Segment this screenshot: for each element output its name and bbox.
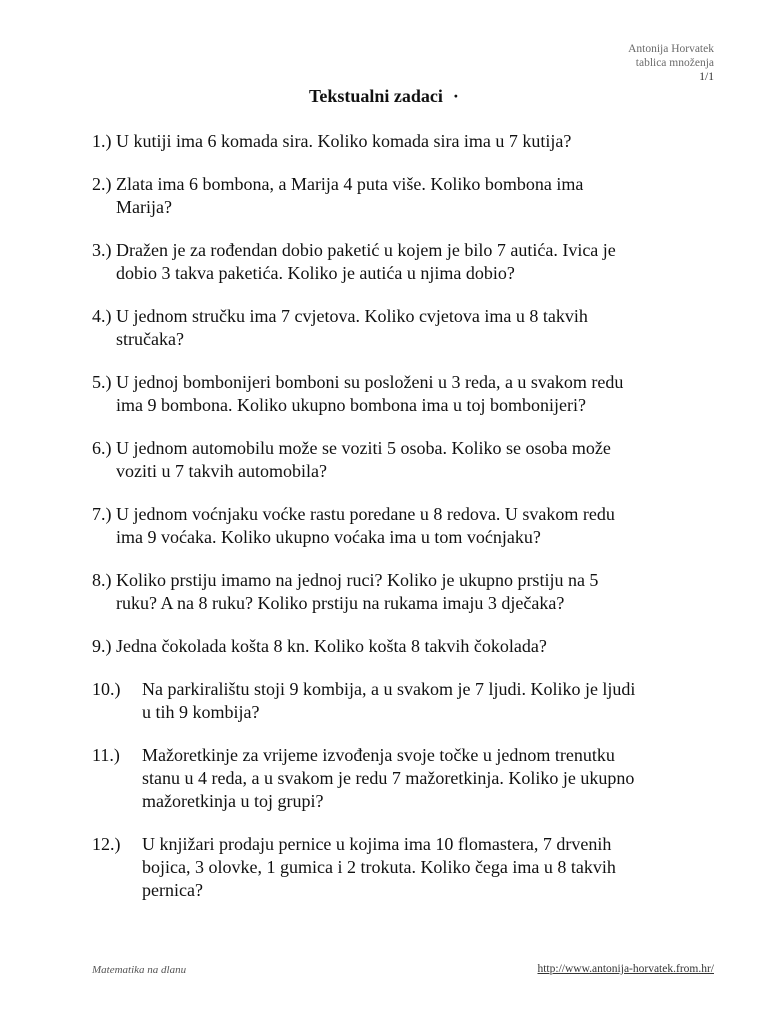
problem-5 bbox=[92, 371, 722, 417]
problem-line: Koliko prstiju imamo na jednoj ruci? Koliko je ukupno prstiju na 5 bbox=[116, 570, 599, 590]
problem-line: voziti u 7 takvih automobila? bbox=[116, 461, 327, 481]
header-meta bbox=[628, 42, 714, 84]
problem-line: U jednom stručku ima 7 cvjetova. Koliko cvjetova ima u 8 takvih bbox=[116, 306, 588, 326]
problem-number: 7.) bbox=[92, 504, 112, 524]
problem-7 bbox=[92, 503, 722, 549]
problem-line: u tih 9 kombija? bbox=[142, 702, 260, 722]
problem-line: bojica, 3 olovke, 1 gumica i 2 trokuta. Koliko čega ima u 8 takvih bbox=[142, 857, 616, 877]
footer-brand: Matematika na dlanu bbox=[92, 964, 187, 976]
problem-number: 10.) bbox=[92, 679, 121, 699]
page-number: 1/1 bbox=[699, 71, 714, 83]
footer-link[interactable]: http://www.antonija-horvatek.from.hr/ bbox=[537, 963, 714, 975]
problem-line: stanu u 4 reda, a u svakom je redu 7 mažoretkinja. Koliko je ukupno bbox=[142, 768, 635, 788]
problem-number: 3.) bbox=[92, 240, 112, 260]
problem-line: ima 9 bombona. Koliko ukupno bombona ima u toj bombonijeri? bbox=[116, 395, 586, 415]
worksheet-topic: tablica množenja bbox=[635, 57, 714, 69]
problem-6 bbox=[92, 437, 722, 483]
problem-number: 2.) bbox=[92, 174, 112, 194]
page-title-row bbox=[0, 86, 768, 107]
problem-line: pernica? bbox=[142, 880, 203, 900]
problem-list bbox=[92, 130, 722, 922]
problem-12 bbox=[92, 833, 722, 902]
problem-line: mažoretkinja u toj grupi? bbox=[142, 791, 324, 811]
problem-number: 12.) bbox=[92, 834, 121, 854]
problem-line: U kutiji ima 6 komada sira. Koliko komada sira ima u 7 kutija? bbox=[116, 131, 572, 151]
problem-2 bbox=[92, 173, 722, 219]
problem-1 bbox=[92, 130, 722, 153]
problem-3 bbox=[92, 239, 722, 285]
problem-11 bbox=[92, 744, 722, 813]
problem-8 bbox=[92, 569, 722, 615]
problem-number: 1.) bbox=[92, 131, 112, 151]
author-name: Antonija Horvatek bbox=[628, 43, 714, 55]
problem-line: U jednom voćnjaku voćke rastu poredane u 8 redova. U svakom redu bbox=[116, 504, 615, 524]
problem-line: Jedna čokolada košta 8 kn. Koliko košta 8 takvih čokolada? bbox=[116, 636, 547, 656]
problem-line: U knjižari prodaju pernice u kojima ima 10 flomastera, 7 drvenih bbox=[142, 834, 612, 854]
problem-line: U jednom automobilu može se voziti 5 osoba. Koliko se osoba može bbox=[116, 438, 611, 458]
problem-9 bbox=[92, 635, 722, 658]
page-title: Tekstualni zadaci bbox=[309, 86, 443, 106]
problem-line: Mažoretkinje za vrijeme izvođenja svoje točke u jednom trenutku bbox=[142, 745, 615, 765]
problem-number: 4.) bbox=[92, 306, 112, 326]
problem-line: stručaka? bbox=[116, 329, 184, 349]
problem-number: 5.) bbox=[92, 372, 112, 392]
problem-number: 8.) bbox=[92, 570, 112, 590]
problem-10 bbox=[92, 678, 722, 724]
title-mark: · bbox=[452, 86, 459, 106]
problem-number: 11.) bbox=[92, 745, 120, 765]
problem-4 bbox=[92, 305, 722, 351]
problem-line: Na parkiralištu stoji 9 kombija, a u svakom je 7 ljudi. Koliko je ljudi bbox=[142, 679, 636, 699]
problem-line: ruku? A na 8 ruku? Koliko prstiju na rukama imaju 3 dječaka? bbox=[116, 593, 565, 613]
problem-line: Zlata ima 6 bombona, a Marija 4 puta više. Koliko bombona ima bbox=[116, 174, 584, 194]
problem-number: 9.) bbox=[92, 636, 112, 656]
problem-number: 6.) bbox=[92, 438, 112, 458]
problem-line: U jednoj bombonijeri bomboni su posloženi u 3 reda, a u svakom redu bbox=[116, 372, 624, 392]
problem-line: Marija? bbox=[116, 197, 172, 217]
problem-line: Dražen je za rođendan dobio paketić u kojem je bilo 7 autića. Ivica je bbox=[116, 240, 616, 260]
problem-line: dobio 3 takva paketića. Koliko je autića u njima dobio? bbox=[116, 263, 515, 283]
problem-line: ima 9 voćaka. Koliko ukupno voćaka ima u tom voćnjaku? bbox=[116, 527, 541, 547]
